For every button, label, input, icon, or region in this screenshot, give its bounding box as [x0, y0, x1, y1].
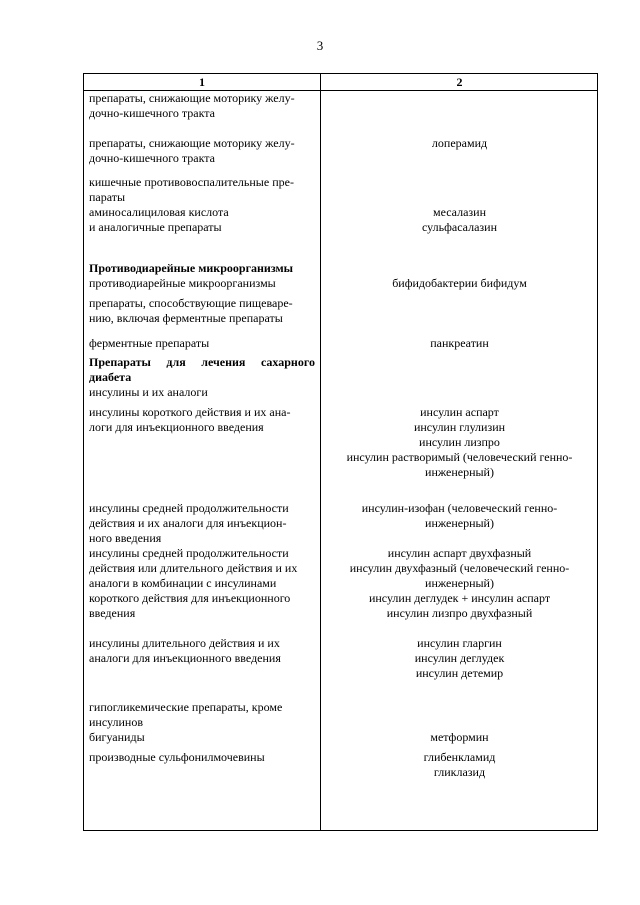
- table-row-12-col2: глибенкламид гликлазид: [423, 750, 496, 779]
- table-row-2-col1: кишечные противовоспалительные пре- параты аминосалициловая кислота и аналогичные препараты: [89, 175, 294, 234]
- table-row-8-col1: инсулины средней продолжительности действия и их аналоги для инъекцион- ного введения: [89, 501, 289, 545]
- drug-table: [83, 73, 598, 831]
- table-row-7-col2: инсулин аспарт инсулин глулизин инсулин лизпро инсулин растворимый (человеческий генно- инженерный): [346, 405, 573, 479]
- table-header-row: [84, 74, 597, 91]
- column-header-1: 1: [199, 75, 205, 89]
- page-number: 3: [316, 38, 324, 53]
- table-row-8-col2: инсулин-изофан (человеческий генно- инженерный): [361, 501, 558, 530]
- table-row-5-col1: ферментные препараты: [89, 336, 210, 350]
- table-row-10-col1: инсулины длительного действия и их аналоги для инъекционного введения: [89, 636, 281, 665]
- table-row-9-col1: инсулины средней продолжительности действия или длительного действия и их аналоги в комбинации с инсулинами короткого действия для инъекционного введения: [89, 546, 298, 620]
- table-row-4-col1: препараты, способствующие пищеваре- нию, включая ферментные препараты: [89, 296, 293, 325]
- table-row-10-col2: инсулин гларгин инсулин деглудек инсулин детемир: [414, 636, 505, 680]
- column-header-2: 2: [456, 75, 463, 89]
- table-row-11-col1: гипогликемические препараты, кроме инсулинов бигуаниды: [89, 700, 283, 744]
- table-row-5-col2: панкреатин: [430, 336, 489, 350]
- section-heading-antidiarrheal: Противодиарейные микроорганизмы: [89, 261, 294, 275]
- table-row-11-col2: метформин: [430, 730, 489, 744]
- table-row-0-col1: препараты, снижающие моторику желу- дочно-кишечного тракта: [89, 91, 295, 120]
- table-row-1-col2: лоперамид: [431, 136, 488, 150]
- table-row-2-col2: месалазин сульфасалазин: [421, 205, 497, 234]
- table-row-3-col2: бифидобактерии бифидум: [392, 276, 527, 290]
- table-row-3-col1: Противодиарейные микроорганизмы противодиарейные микроорганизмы: [89, 261, 315, 291]
- section-heading-diabetes: Препараты для лечения сахарного диабета: [89, 355, 315, 384]
- table-row-9-col2: инсулин аспарт двухфазный инсулин двухфазный (человеческий генно- инженерный) инсулин деглудек + инсулин аспарт инсулин лизпро двухфазный: [349, 546, 570, 620]
- table-row-1-col1: препараты, снижающие моторику желу- дочно-кишечного тракта: [89, 136, 295, 165]
- table-row-7-col1: инсулины короткого действия и их ана- логи для инъекционного введения: [89, 405, 291, 434]
- table-row-12-col1: производные сульфонилмочевины: [89, 750, 265, 764]
- table-row-6-col1: Препараты для лечения сахарного диабета инсулины и их аналоги: [89, 355, 315, 399]
